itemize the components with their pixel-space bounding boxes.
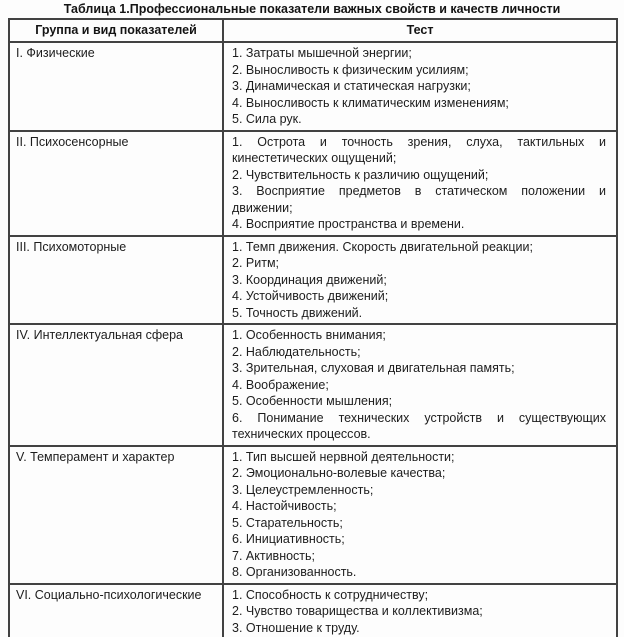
test-item: 1. Темп движения. Скорость двигательной реакции; [232,239,533,254]
table-title: Таблица 1.Профессиональные показатели важных свойств и качеств личности [63,2,561,16]
header-test-column: Тест [223,19,617,42]
test-item: 4. Воображение; [232,377,329,392]
indicators-table [8,18,618,637]
tests-cell [223,446,617,584]
table-row [9,42,617,131]
test-item: 1. Тип высшей нервной деятельности; [232,449,455,464]
test-item: 1. Затраты мышечной энергии; [232,46,412,60]
table-row [9,324,617,446]
tests-cell [223,42,617,131]
test-item: 1. Особенность внимания; [232,328,386,342]
test-item: 4. Настойчивость; [232,499,337,513]
group-cell: II. Психосенсорные [9,131,223,236]
test-item: 2. Чувствительность к различию ощущений; [232,167,489,182]
test-item: 3. Динамическая и статическая нагрузки; [232,79,471,93]
group-cell: I. Физические [9,42,223,131]
test-item: 4. Выносливость к климатическим изменениям; [232,95,509,110]
test-item: 6. Понимание технических устройств и существующих технических процессов. [232,410,606,441]
test-item: 2. Чувство товарищества и коллективизма; [232,604,483,618]
test-item: 4. Устойчивость движений; [232,289,389,303]
tests-cell [223,236,617,325]
group-cell: VI. Социально-психологические [9,584,223,637]
tests-cell [223,131,617,236]
test-item: 5. Особенности мышления; [232,394,393,408]
test-item: 6. Инициативность; [232,532,345,546]
test-item: 5. Сила рук. [232,112,302,126]
table-row [9,236,617,325]
test-item: 4. Восприятие пространства и времени. [232,217,465,231]
test-item: 3. Целеустремленность; [232,482,374,497]
table-row [9,446,617,584]
test-item: 3. Отношение к труду. [232,620,360,635]
test-item: 2. Ритм; [232,256,280,270]
test-item: 2. Выносливость к физическим усилиям; [232,62,469,77]
test-item: 3. Восприятие предметов в статическом положении и движении; [232,184,606,215]
table-row [9,131,617,236]
table-header [9,19,617,42]
table-row [9,584,617,637]
test-item: 1. Острота и точность зрения, слуха, тактильных и кинестетических ощущений; [232,134,606,165]
test-item: 8. Организованность. [232,565,357,579]
tests-cell [223,324,617,446]
tests-cell [223,584,617,637]
group-cell: IV. Интеллектуальная сфера [9,324,223,446]
header-group-column: Группа и вид показателей [9,19,223,42]
test-item: 2. Эмоционально-волевые качества; [232,466,446,480]
group-cell: V. Темперамент и характер [9,446,223,584]
table-body [9,42,617,637]
group-cell: III. Психомоторные [9,236,223,325]
test-item: 5. Точность движений. [232,305,363,320]
test-item: 3. Координация движений; [232,272,387,287]
test-item: 1. Способность к сотрудничеству; [232,587,429,602]
test-item: 2. Наблюдательность; [232,344,361,359]
test-item: 7. Активность; [232,548,316,563]
test-item: 3. Зрительная, слуховая и двигательная память; [232,361,515,375]
test-item: 5. Старательность; [232,515,343,530]
